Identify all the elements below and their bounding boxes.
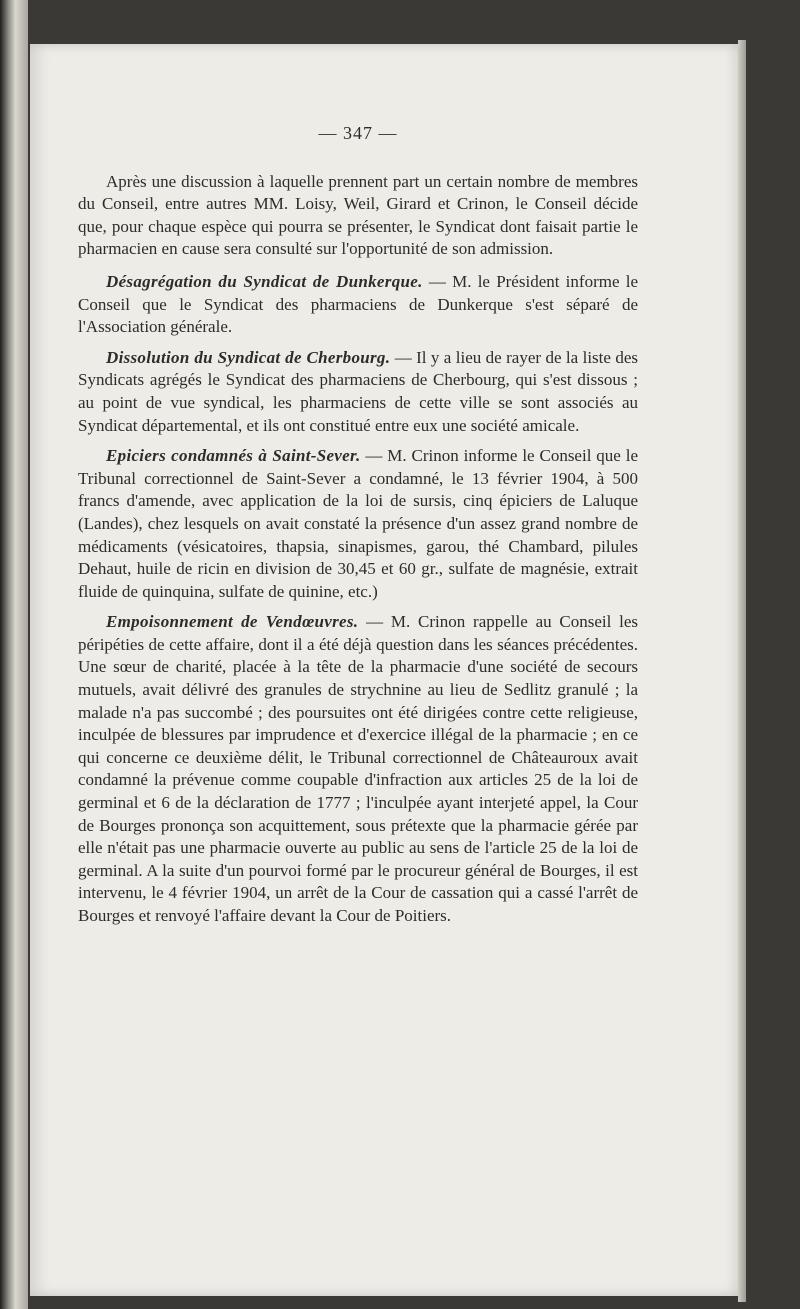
paragraph-heading: Epiciers condamnés à Saint-Sever. (106, 446, 361, 466)
paragraph-body: — M. le Président informe le Conseil que le Syndicat des pharmaciens de Dunkerque s'est séparé de l'Association générale. (78, 271, 638, 337)
paragraph-discussion (78, 171, 638, 261)
text-block (78, 120, 638, 936)
page-right-edge (738, 40, 746, 1302)
page-number: — 347 — (318, 123, 398, 143)
paragraph-heading: Désagrégation du Syndicat de Dunkerque. (106, 271, 423, 291)
paragraph-heading: Dissolution du Syndicat de Cherbourg. (106, 347, 391, 367)
paragraph-body: — M. Crinon rappelle au Conseil les péripéties de cette affaire, dont il a été déjà question dans les séances précédentes. Une sœur de charité, placée à la tête de la pharmacie d'une société de secours mutuels, avait délivré des granules de strychnine au lieu de Sedlitz granulé ; la malade n'a pas succombé ; des poursuites ont été dirigées contre cette religieuse, inculpée de blessures par imprudence et d'exercice illégal de la pharmacie ; en ce qui concerne ce deuxième délit, le Tribunal correctionnel de Châteauroux avait condamné la prévenue comme coupable d'infraction aux articles 25 de la loi de germinal et 6 de la déclaration de 1777 ; l'inculpée ayant interjeté appel, la Cour de Bourges prononça son acquittement, sous prétexte que la pharmacie gérée par elle n'était pas une pharmacie ouverte au public au sens de l'article 25 de la loi de germinal. A la suite d'un pourvoi formé par le procureur général de Bourges, il est intervenu, le 4 février 1904, un arrêt de la Cour de cassation qui a cassé l'arrêt de Bourges et renvoyé l'affaire devant la Cour de Poitiers. (78, 612, 638, 925)
paragraph-heading: Empoisonnement de Vendœuvres. (106, 612, 359, 632)
paragraph-saint-sever (78, 445, 638, 603)
paragraph-cherbourg (78, 347, 638, 437)
paragraph-vendoeuvres (78, 611, 638, 927)
paragraph-body: — Il y a lieu de rayer de la liste des Syndicats agrégés le Syndicat des pharmaciens de Cherbourg, qui s'est dissous ; au point de vue syndical, les pharmaciens de cette ville se sont associés au Syndicat départemental, et ils ont constitué entre eux une société amicale. (78, 347, 638, 435)
paragraph-body: Après une discussion à laquelle prennent part un certain nombre de membres du Conseil, entre autres MM. Loisy, Weil, Girard et Crinon, le Conseil décide que, pour chaque espèce qui pourra se présenter, le Syndicat dont faisait partie le pharmacien en cause sera consulté sur l'opportunité de son admission. (78, 171, 638, 259)
paragraph-body: — M. Crinon informe le Conseil que le Tribunal correctionnel de Saint-Sever a condamné, le 13 février 1904, à 500 francs d'amende, avec application de la loi de sursis, cinq épiciers de Laluque (Landes), chez lesquels on avait constaté la présence d'un assez grand nombre de médicaments (vésicatoires, thapsia, sinapismes, garou, thé Chambard, pilules Dehaut, huile de ricin en division de 30,45 et 60 gr., sulfate de magnésie, extrait fluide de quinquina, sulfate de quinine, etc.) (78, 446, 638, 601)
paragraph-dunkerque (78, 271, 638, 339)
previous-page-edge (0, 0, 28, 1309)
